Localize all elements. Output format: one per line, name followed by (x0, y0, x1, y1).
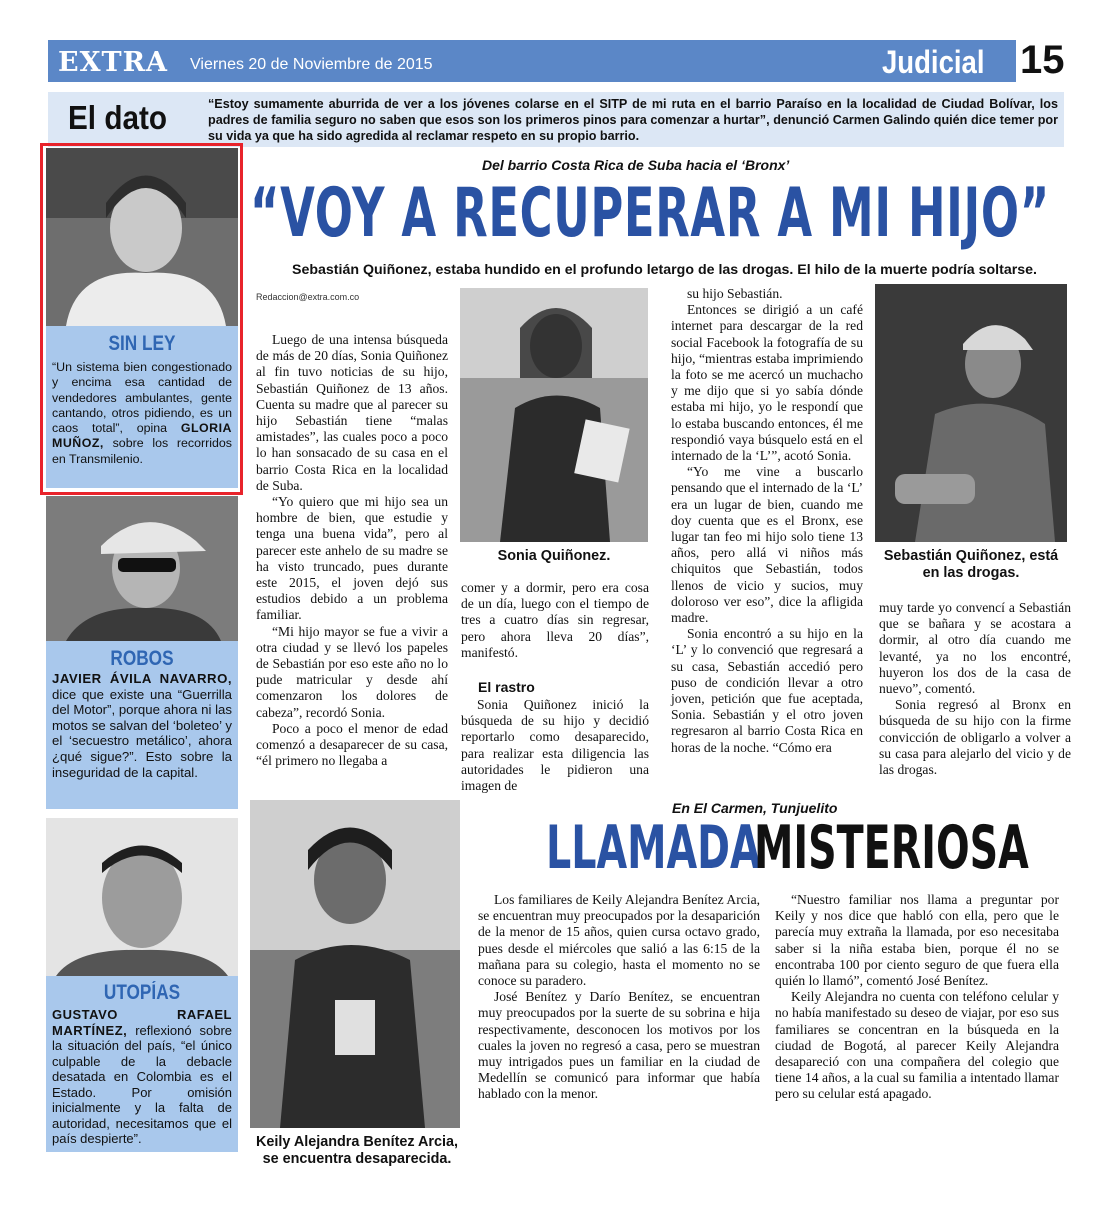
article-headline-blue: LLAMADA (546, 813, 761, 883)
page-number: 15 (1020, 38, 1065, 82)
portrait-young-man-icon (46, 818, 238, 976)
article-headline-black: MISTERIOSA (754, 813, 1029, 883)
sidebar-quote-end: sobre los recorridos en Transmilenio. (52, 436, 232, 466)
photo-javier-avila (46, 496, 238, 641)
paragraph: Los familiares de Keily Alejandra Benítez Arcia, se encuentran muy preocupados por la desaparición de la menor de 15 años, quien cursa octavo grado, pues desde el miércoles que salió a las 6:15 de la mañana para su colegio, hasta el momento no se conoce su paradero. (478, 892, 760, 989)
photo-sonia-quinonez (460, 288, 648, 542)
sidebar-heading-utopias: UTOPÍAS (103, 981, 181, 1004)
subhead-el-rastro: El rastro (478, 679, 535, 695)
sidebar-quote: “Un sistema bien congestionado y encima esa cantidad de vendedores ambulantes, gente cantando, otros pidiendo, es un caos total”, opina (52, 360, 232, 436)
paragraph: “Yo me vine a buscarlo pensando que el internado de la ‘L’ era un lugar de bien, cuando me doy cuenta que es el Bronx, ese lugar tan feo mi hijo solo tiene 13 años, pero allá vi niños más chiquitos que Sebastián, todos llenos de vicio y sucios, muy doloroso ver eso”, dice la afligida madre. (671, 464, 863, 626)
sidebar-person-name: GLORIA MUÑOZ, (52, 421, 232, 451)
sidebar-heading-robos: ROBOS (110, 647, 174, 670)
portrait-man-cap-icon (46, 496, 238, 641)
article-column-4 (879, 600, 1071, 778)
article-kicker: En El Carmen, Tunjuelito (672, 800, 838, 816)
portrait-boy-cap-icon (875, 284, 1067, 542)
paragraph: Entonces se dirigió a un café internet para descargar de la red social Facebook la fotografía de su hijo, “mientras estaba imprimiendo la foto se me acercó un muchacho y me dijo que si yo sabía dónde estaba mi hijo, yo le respondí que lo estaba buscando entonces, él me respondió vaya búsquelo está en el internado de la ‘L’”, acotó Sonia. (671, 302, 863, 464)
paragraph: su hijo Sebastián. (687, 286, 783, 301)
caption-sebastian: Sebastián Quiñonez, está en las drogas. (883, 548, 1059, 581)
el-dato-text: “Estoy sumamente aburrida de ver a los jóvenes colarse en el SITP de mi ruta en el barrio Paraíso en la localidad de Ciudad Bolívar, los padres de familia seguro no saben que esos son los primeros pinos para comenzar a hurtar”, denunció Carmen Galindo quién dice temer por su vida ya que ha sido agredida al reclamar respeto en su propio barrio. (208, 97, 1058, 143)
article-column-3 (671, 286, 863, 756)
sidebar-person-name: GUSTAVO RAFAEL MARTÍNEZ, (52, 1007, 232, 1038)
newspaper-logo: EXTRA (58, 47, 169, 78)
paragraph: “Yo quiero que mi hijo sea un hombre de bien, que estudie y tenga una buena vida”, pero al parecer este anhelo de su madre se ha visto truncado, pues durante este 2015, el joven dejó sus estudios debido a un problema familiar. (256, 494, 448, 623)
portrait-girl-icon (250, 800, 460, 1128)
sidebar-text-utopias (52, 1007, 232, 1147)
paragraph: Keily Alejandra no cuenta con teléfono celular y no había manifestado su deseo de viajar, por eso sus familiares se concentran en la búsqueda en la ciudad de Bogotá, al parecer Keily Alejandra desapareció con una compañera del colegio que tiene 14 años, a la cual su familia a intentado llamar pero su celular está apagado. (775, 989, 1059, 1102)
paragraph: Sonia regresó al Bronx en búsqueda de su hijo con la firme convicción de obligarlo a volver a su casa para alejarlo del vicio y de las drogas. (879, 697, 1071, 778)
el-dato-title: El dato (68, 99, 168, 136)
paragraph: “Mi hijo mayor se fue a vivir a otra ciudad y se llevó los papeles de Sebastián por eso este año no lo pude matricular y desde ahí comenzaron los dolores de cabeza”, recordó Sonia. (256, 623, 448, 720)
article-column-1 (256, 332, 448, 769)
article-deck: Sebastián Quiñonez, estaba hundido en el profundo letargo de las drogas. El hilo de la muerte podría soltarse. (292, 262, 1037, 278)
article-headline: “VOY A RECUPERAR A MI HIJO” (250, 174, 1050, 253)
caption-sonia: Sonia Quiñonez. (497, 548, 611, 564)
paragraph: comer y a dormir, pero era cosa de un día, luego con el tiempo de tres a cuatro días sin regresar, pero ahora lleva 20 días”, manifestó. (461, 580, 649, 660)
article-column-2b (461, 697, 649, 794)
article-2-column-1 (478, 892, 760, 1103)
paragraph: muy tarde yo convencí a Sebastián que se bañara y se acostara a dormir, al otro día cuando me levanté, ya no los encontré, huyeron los dos de la casa de nuevo”, comentó. (879, 600, 1071, 697)
article-2-column-2 (775, 892, 1059, 1103)
article-column-2 (461, 580, 649, 661)
paragraph: “Nuestro familiar nos llama a preguntar por Keily y nos dice que habló con ella, pero que le parecía muy extraña la llamada, por eso necesitaba saber si la niña estaba bien, porque él no se encontraba 100 por ciento seguro de que fuera ella quién lo llamó”, comentó José Benítez. (775, 892, 1059, 989)
paragraph: Sonia encontró a su hijo en la ‘L’ y lo convenció que regresará a su casa, Sebastián accedió pero puso de condición llevar a otro joven, petición que fue aceptada, Sonia. Sebastián y el otro joven regresaron al barrio Costa Rica en horas de la noche. “Cómo era (671, 626, 863, 755)
article-kicker: Del barrio Costa Rica de Suba hacia el ‘Bronx’ (482, 157, 790, 173)
portrait-woman-holding-photo-icon (460, 288, 648, 542)
paragraph: Poco a poco el menor de edad comenzó a desaparecer de su casa, “él primero no llegaba a (256, 720, 448, 769)
sidebar-text-robos (52, 671, 232, 780)
paragraph: Sonia Quiñonez inició la búsqueda de su hijo y decidió reportarlo como desaparecido, para realizar esta diligencia las autoridades le pidieron una imagen de (461, 697, 649, 794)
sidebar-quote: reflexionó sobre la situación del país, “el único culpable de la debacle desatada en Colombia es el Estado. Por omisión inicialmente y la falta de autoridad, necesitamos que el país despierte”. (52, 1022, 232, 1146)
photo-sebastian-quinonez (875, 284, 1067, 542)
photo-keily-benitez (250, 800, 460, 1128)
paragraph: Luego de una intensa búsqueda de más de 20 días, Sonia Quiñonez al fin tuvo noticias de su hijo, Sebastián Quiñonez de 13 años. Cuenta su madre que al parecer su hijo Sebastián tiene “malas amistades”, las cuales poco a poco lo han sonsacado de su casa en el barrio Costa Rica en la localidad de Suba. (256, 332, 448, 493)
issue-date: Viernes 20 de Noviembre de 2015 (190, 56, 433, 73)
photo-gustavo-martinez (46, 818, 238, 976)
sidebar-heading-sin-ley: SIN LEY (108, 332, 176, 355)
highlight-frame (40, 143, 243, 495)
sidebar-person-name: JAVIER ÁVILA NAVARRO, (52, 671, 232, 686)
article-byline: Redaccion@extra.com.co (256, 292, 360, 302)
caption-keily: Keily Alejandra Benítez Arcia, se encuentra desaparecida. (255, 1134, 459, 1167)
sidebar-quote: dice que existe una “Guerrilla del Motor”, porque ahora ni las motos se salvan del ‘boleteo’ y el ‘secuestro metálico’, ahora ¿qué sigue?”. Esto sobre la inseguridad de la capital. (52, 686, 232, 780)
section-title: Judicial (882, 44, 985, 80)
paragraph: José Benítez y Darío Benítez, se encuentran muy preocupados por la suerte de su sobrina e hija respectivamente, desconocen los motivos por los cuales la joven no regresó a casa, pero se muestran muy intrigados pues un familiar en la ciudad de Medellín se comunicó para informar que había hablado con la menor. (478, 989, 760, 1102)
